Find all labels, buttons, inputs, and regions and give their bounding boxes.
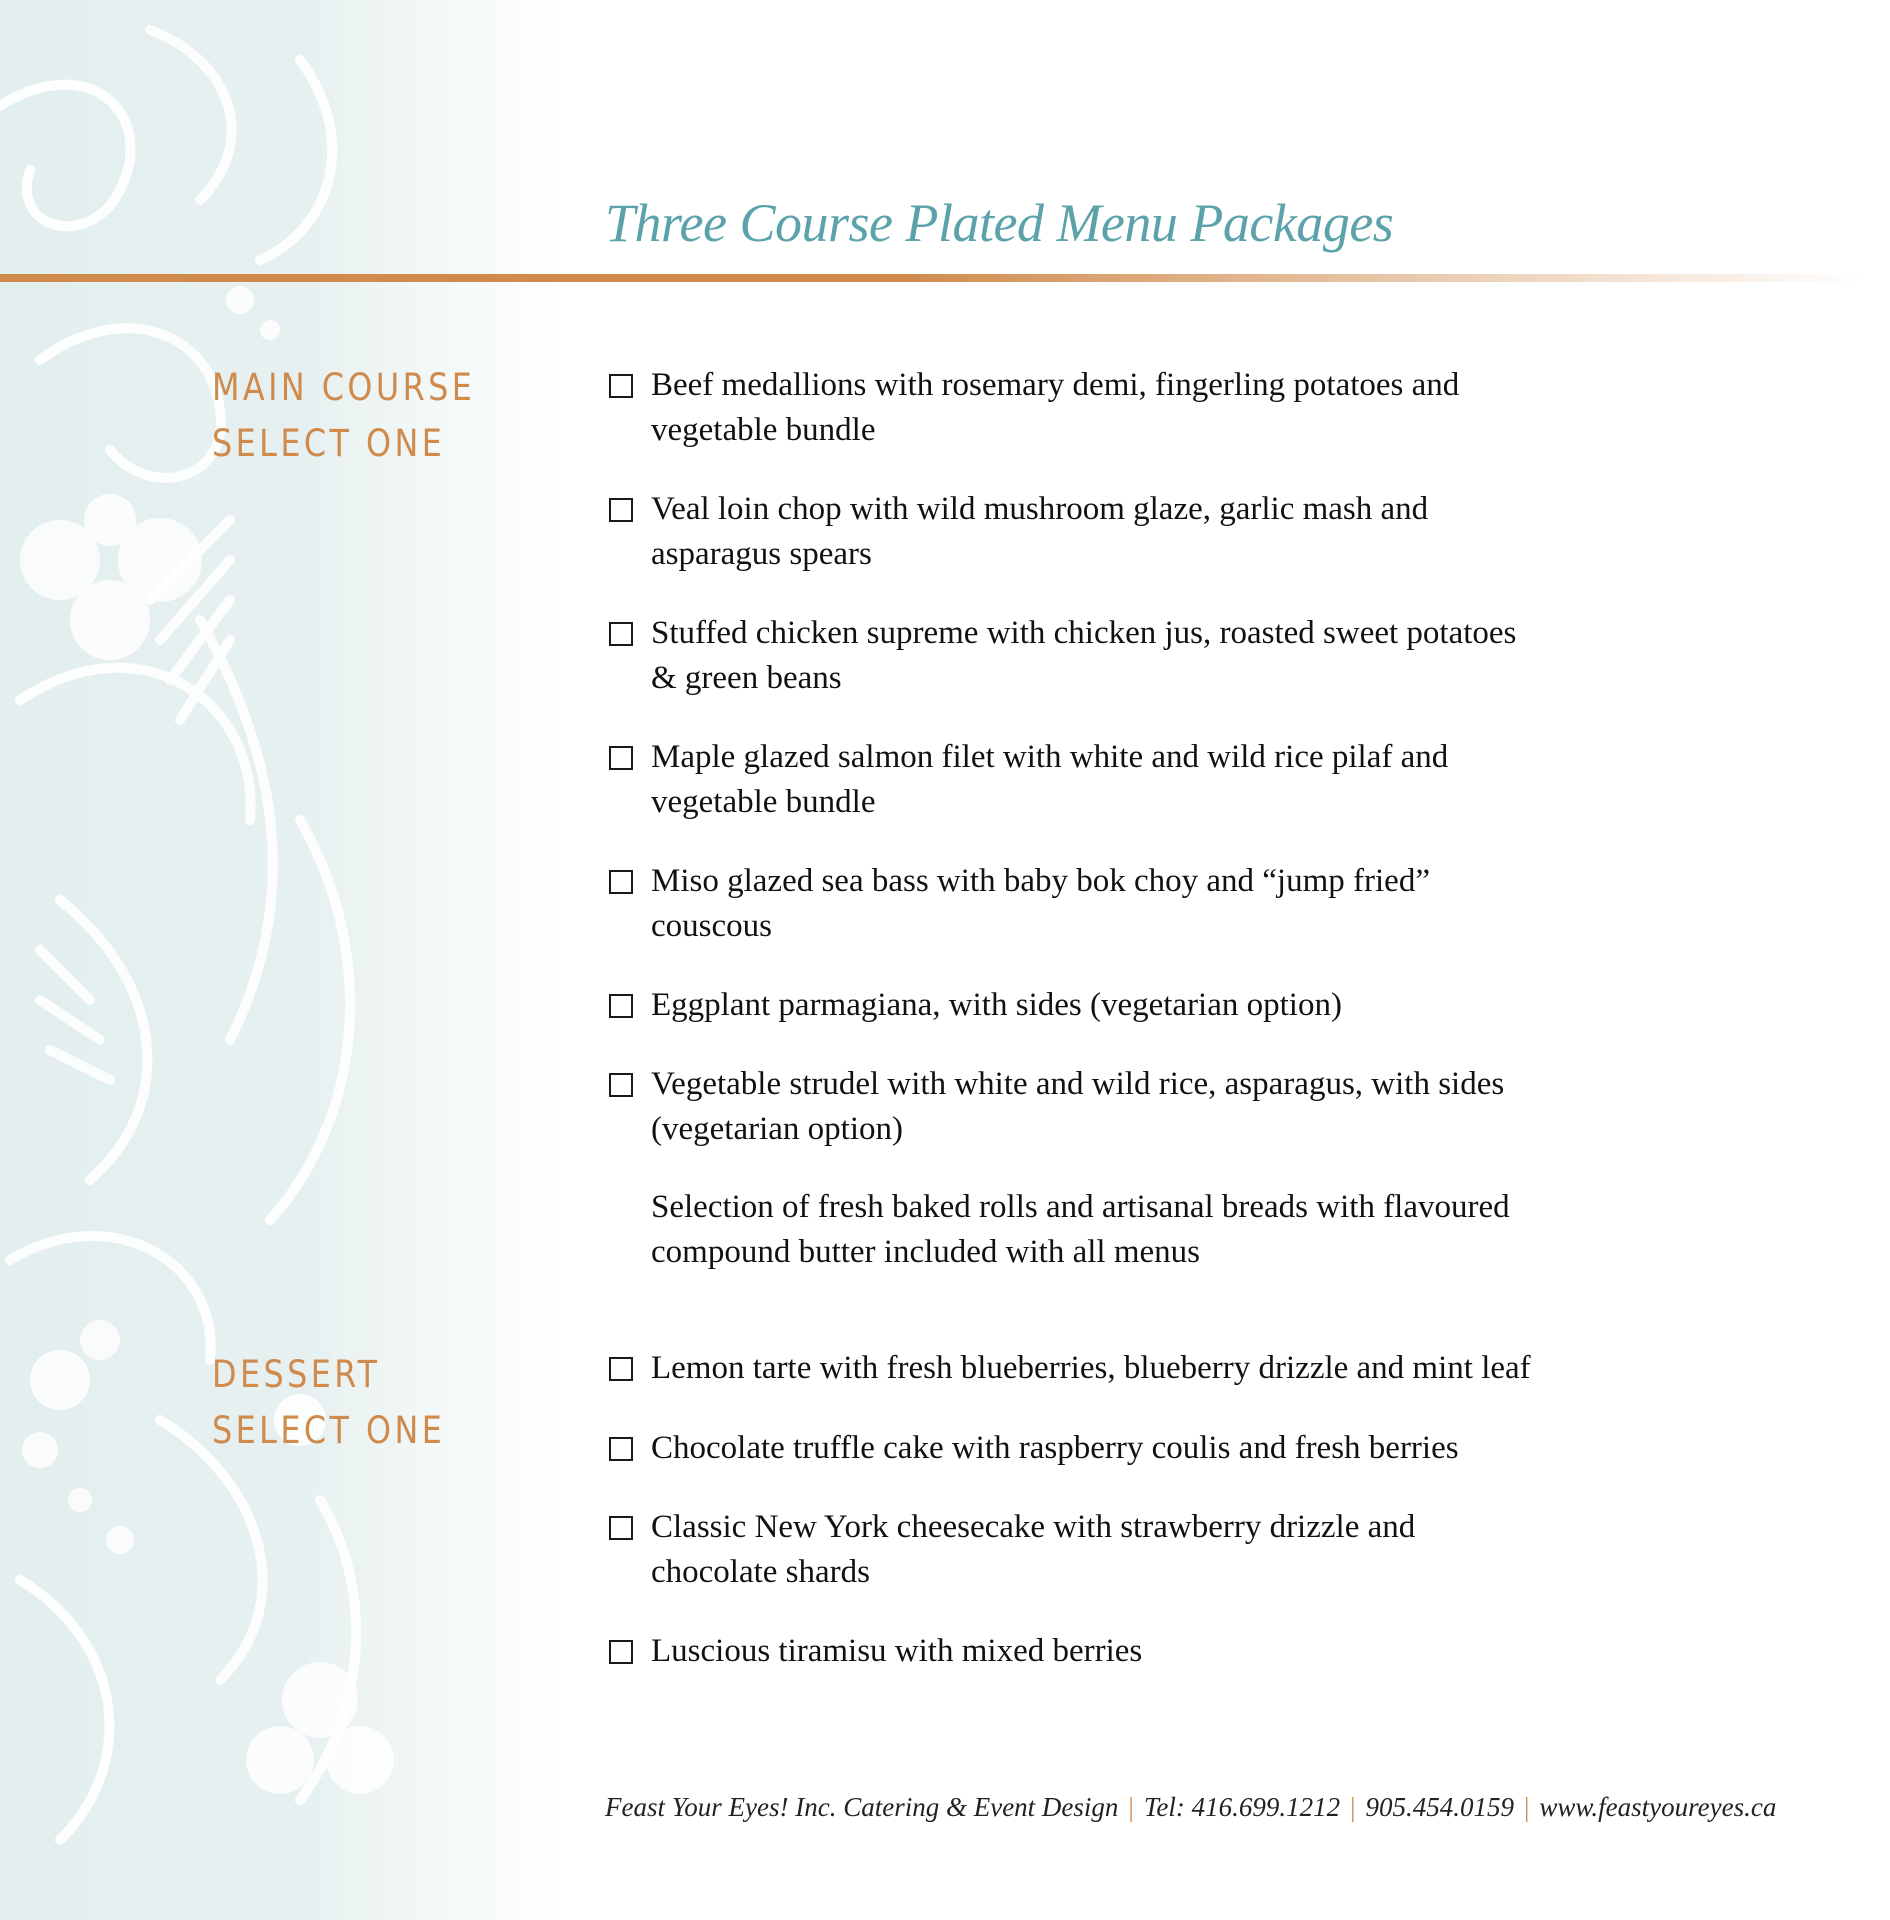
item-text-line1: Classic New York cheesecake with strawberry drizzle and (651, 1509, 1416, 1545)
main-course-option-chicken[interactable] (651, 611, 1731, 701)
item-text-line2: couscous (651, 908, 772, 944)
checkbox-sea-bass[interactable] (609, 870, 633, 894)
item-text-line2: & green beans (651, 660, 842, 696)
checkbox-cheesecake[interactable] (609, 1516, 633, 1540)
dessert-option-chocolate-truffle-cake[interactable] (651, 1426, 1731, 1471)
item-text-line1: Stuffed chicken supreme with chicken jus, roasted sweet potatoes (651, 615, 1517, 651)
item-text-line1: Maple glazed salmon filet with white and wild rice pilaf and (651, 739, 1449, 775)
main-course-option-salmon[interactable] (651, 735, 1731, 825)
main-course-option-vegetable-strudel[interactable] (651, 1062, 1731, 1152)
item-text-line1: Lemon tarte with fresh blueberries, blueberry drizzle and mint leaf (651, 1350, 1531, 1386)
item-text-line1: Eggplant parmagiana, with sides (vegetarian option) (651, 987, 1342, 1023)
item-text-line2: vegetable bundle (651, 784, 876, 820)
item-text-line1: Beef medallions with rosemary demi, fingerling potatoes and (651, 367, 1460, 403)
main-course-option-veal[interactable] (651, 487, 1731, 577)
checkbox-chicken[interactable] (609, 622, 633, 646)
item-text-line2: asparagus spears (651, 536, 872, 572)
item-text-line2: chocolate shards (651, 1554, 870, 1590)
checkbox-veal[interactable] (609, 498, 633, 522)
footer-separator: | (1350, 1792, 1356, 1822)
checkbox-beef[interactable] (609, 374, 633, 398)
main-course-option-beef[interactable] (651, 363, 1731, 453)
checkbox-eggplant[interactable] (609, 994, 633, 1018)
page-title: Three Course Plated Menu Packages (605, 193, 1394, 253)
bread-note (651, 1185, 1731, 1275)
dessert-heading (212, 1347, 445, 1459)
note-line2: compound butter included with all menus (651, 1234, 1200, 1270)
footer-separator: | (1128, 1792, 1134, 1822)
footer-telephone: Tel: 416.699.1212 (1143, 1792, 1341, 1822)
main-course-option-eggplant[interactable] (651, 983, 1731, 1028)
dessert-option-cheesecake[interactable] (651, 1505, 1731, 1595)
main-course-heading-line1: MAIN COURSE (212, 366, 476, 409)
floral-background-decoration (0, 0, 560, 1920)
item-text-line1: Miso glazed sea bass with baby bok choy and “jump fried” (651, 863, 1430, 899)
item-text-line1: Vegetable strudel with white and wild rice, asparagus, with sides (651, 1066, 1505, 1102)
main-course-heading (212, 360, 475, 472)
footer-phone-secondary: 905.454.0159 (1365, 1792, 1514, 1822)
item-text-line1: Luscious tiramisu with mixed berries (651, 1633, 1143, 1669)
footer-separator: | (1524, 1792, 1530, 1822)
checkbox-chocolate-truffle-cake[interactable] (609, 1437, 633, 1461)
item-text-line1: Chocolate truffle cake with raspberry coulis and fresh berries (651, 1430, 1459, 1466)
note-line1: Selection of fresh baked rolls and artisanal breads with flavoured (651, 1189, 1510, 1225)
checkbox-lemon-tarte[interactable] (609, 1357, 633, 1381)
item-text-line2: vegetable bundle (651, 412, 876, 448)
checkbox-tiramisu[interactable] (609, 1640, 633, 1664)
dessert-heading-line2: SELECT ONE (212, 1409, 446, 1452)
checkbox-vegetable-strudel[interactable] (609, 1073, 633, 1097)
checkbox-salmon[interactable] (609, 746, 633, 770)
footer-company: Feast Your Eyes! Inc. Catering & Event Design (605, 1792, 1119, 1822)
main-course-heading-line2: SELECT ONE (212, 422, 446, 465)
item-text-line2: (vegetarian option) (651, 1111, 903, 1147)
item-text-line1: Veal loin chop with wild mushroom glaze, garlic mash and (651, 491, 1429, 527)
main-course-option-sea-bass[interactable] (651, 859, 1731, 949)
dessert-option-tiramisu[interactable] (651, 1629, 1731, 1674)
title-divider-rule (0, 274, 1862, 282)
dessert-heading-line1: DESSERT (212, 1353, 381, 1396)
footer-website-link[interactable]: www.feastyoureyes.ca (1539, 1792, 1777, 1822)
footer-contact (605, 1787, 1776, 1827)
dessert-option-lemon-tarte[interactable] (651, 1346, 1731, 1391)
